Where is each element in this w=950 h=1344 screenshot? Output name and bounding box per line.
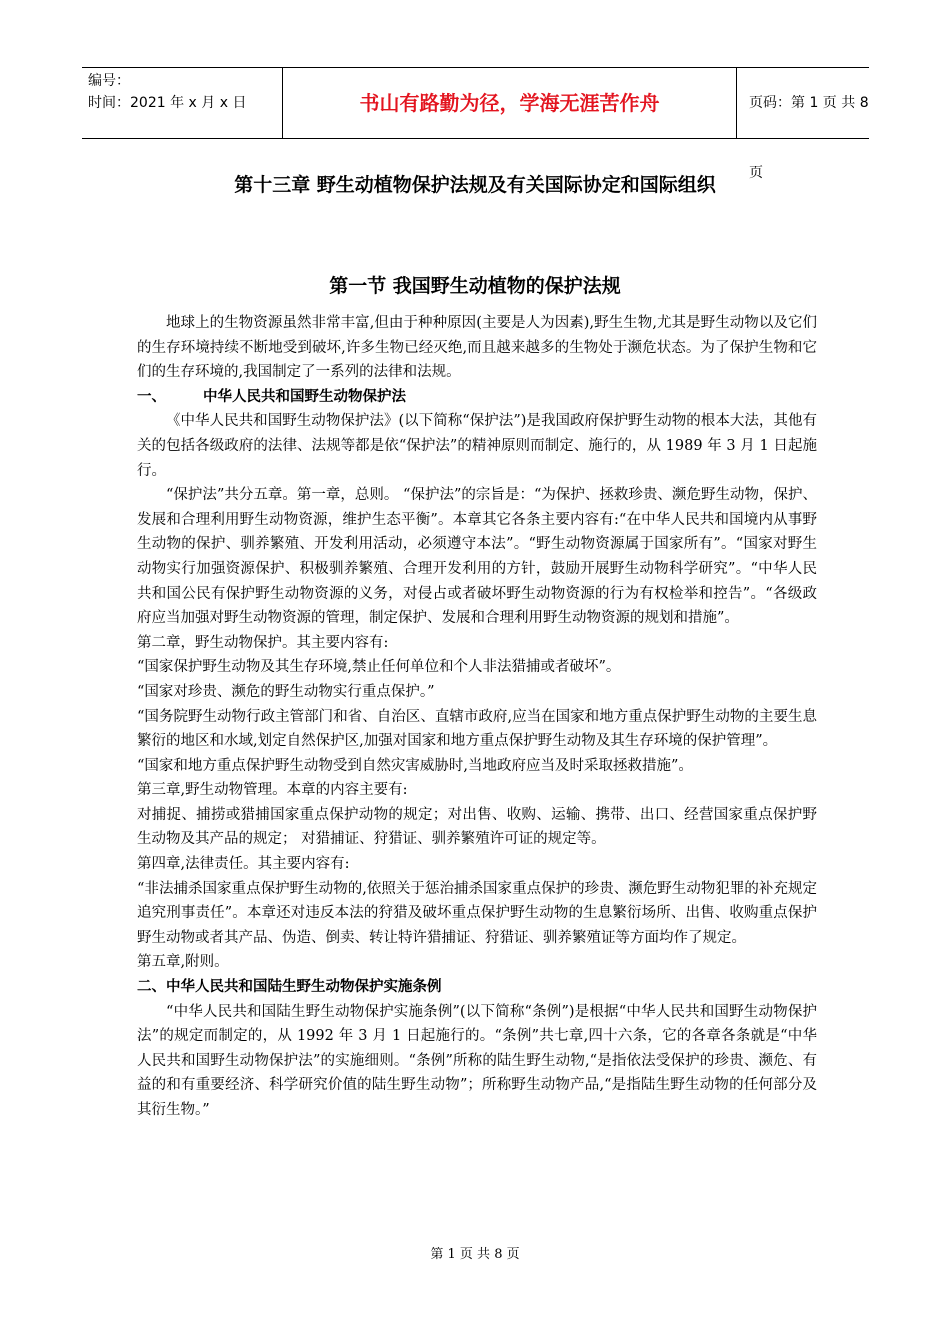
- paragraph: “非法捕杀国家重点保护野生动物的,依照关于惩治捕杀国家重点保护的珍贵、濒危野生动物犯罪的补充规定追究刑事责任”。本章还对违反本法的狩猎及破坏重点保护野生动物的生息繁衍场所、出售、收购重点保护野生动物或者其产品、伪造、倒卖、转让特许猎捕证、狩猎证、驯养繁殖证等方面均作了规定。: [137, 880, 817, 946]
- chapter-title: 第十三章 野生动植物保护法规及有关国际协定和国际组织: [234, 174, 716, 196]
- paragraph: 第五章,附则。: [137, 954, 229, 971]
- paragraph: “中华人民共和国陆生野生动物保护实施条例”(以下简称“条例”)是根据“中华人民共和国野生动物保护法”的规定而制定的，从 1992 年 3 月 1 日起施行的。“条例”共七章,四十六条，它的各章各条就是“中华人民共和国野生动物保护法”的实施细则。“条例”所称的陆生野生动物,“是指依法受保护的珍贵、濒危、有益的和有重要经济、科学研究价值的陆生野生动物”；所称野生动物产品,“是指陆生野生动物的任何部分及其衍生物。”: [137, 1003, 817, 1118]
- paragraph: 地球上的生物资源虽然非常丰富,但由于种种原因(主要是人为因素),野生生物,尤其是野生动物以及它们的生存环境持续不断地受到破坏,许多生物已经灭绝,而且越来越多的生物处于濒危状态。为了保护生物和它们的生存环境的,我国制定了一系列的法律和法规。: [137, 315, 817, 381]
- page-footer: 第 1 页 共 8 页: [430, 1247, 520, 1262]
- paragraph: 第三章,野生动物管理。本章的内容主要有:: [137, 782, 408, 799]
- heading-text: 中华人民共和国野生动物保护法: [203, 388, 406, 405]
- paragraph: 第四章,法律责任。其主要内容有:: [137, 856, 350, 873]
- heading-2: 二、中华人民共和国陆生野生动物保护实施条例: [137, 979, 442, 996]
- paragraph: 对捕捉、捕捞或猎捕国家重点保护动物的规定；对出售、收购、运输、携带、出口、经营国家重点保护野生动物及其产品的规定； 对猎捕证、狩猎证、驯养繁殖许可证的规定等。: [137, 806, 817, 848]
- header-motto: 书山有路勤为径，学海无涯苦作舟: [282, 68, 737, 138]
- document-body: [137, 311, 817, 1123]
- date-label: 时间：2021 年 x 月 x 日: [88, 95, 247, 111]
- section-title: 第一节 我国野生动植物的保护法规: [329, 275, 621, 297]
- page-header: [82, 67, 869, 181]
- paragraph: 《中华人民共和国野生动物保护法》(以下简称“保护法”)是我国政府保护野生动物的根本大法，其他有关的包括各级政府的法律、法规等都是依“保护法”的精神原则而制定、施行的，从 1989 年 3 月 1 日起施行。: [137, 413, 817, 479]
- paragraph: “国家对珍贵、濒危的野生动物实行重点保护。”: [137, 683, 435, 700]
- header-page-number: 页码：第 1 页 共 8 页: [749, 95, 869, 181]
- heading-1: [137, 385, 817, 410]
- paragraph: “国家保护野生动物及其生存环境,禁止任何单位和个人非法猎捕或者破坏”。: [137, 659, 621, 676]
- serial-label: 编号：: [88, 73, 130, 89]
- paragraph: 第二章，野生动物保护。其主要内容有:: [137, 634, 389, 651]
- header-meta: [82, 68, 282, 138]
- heading-number: 一、: [137, 388, 166, 405]
- paragraph: “国家和地方重点保护野生动物受到自然灾害威胁时,当地政府应当及时采取拯救措施”。: [137, 757, 693, 774]
- paragraph: “国务院野生动物行政主管部门和省、自治区、直辖市政府,应当在国家和地方重点保护野生动物的主要生息繁衍的地区和水域,划定自然保护区,加强对国家和地方重点保护野生动物及其生存环境的保护管理”。: [137, 708, 817, 750]
- paragraph: “保护法”共分五章。第一章，总则。 “保护法”的宗旨是：“为保护、拯救珍贵、濒危野生动物，保护、发展和合理利用野生动物资源，维护生态平衡”。本章其它各条主要内容有:“在中华人民共和国境内从事野生动物的保护、驯养繁殖、开发利用活动，必须遵守本法”。“野生动物资源属于国家所有”。“国家对野生动物实行加强资源保护、积极驯养繁殖、合理开发利用的方针，鼓励开展野生动物科学研究”。“中华人民共和国公民有保护野生动物资源的义务，对侵占或者破坏野生动物资源的行为有权检举和控告”。“各级政府应当加强对野生动物资源的管理，制定保护、发展和合理利用野生动物资源的规划和措施”。: [137, 487, 817, 627]
